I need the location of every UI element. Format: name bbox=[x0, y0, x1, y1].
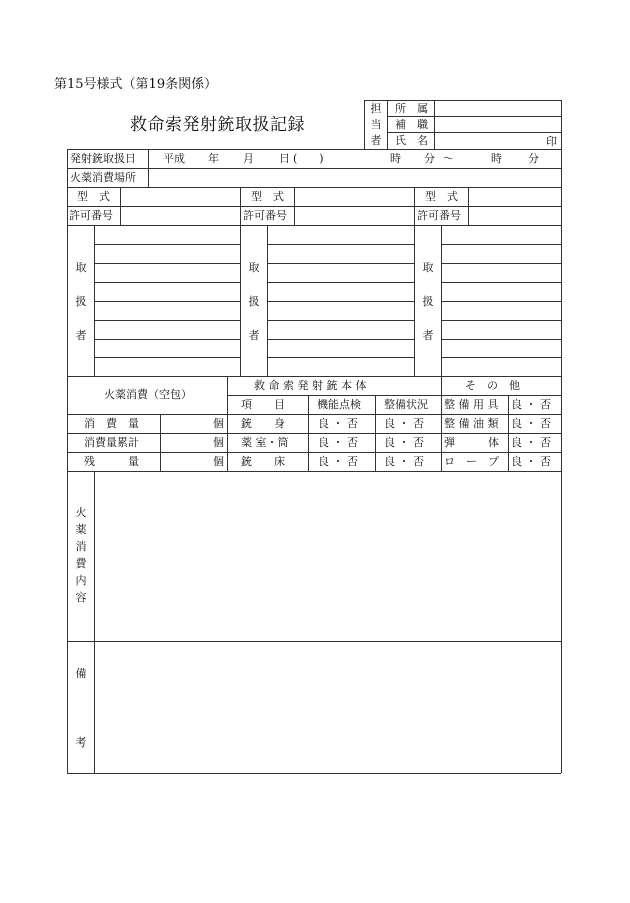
content-field[interactable] bbox=[96, 472, 560, 640]
handling-date-field[interactable] bbox=[150, 150, 560, 167]
model-label-2: 型 式 bbox=[251, 190, 284, 203]
model-field-2[interactable] bbox=[296, 188, 413, 205]
consumption-row-label: 消費量累計 bbox=[84, 436, 139, 449]
gun-row-item: 薬 室・筒 bbox=[241, 436, 289, 449]
model-label-1: 型 式 bbox=[77, 190, 110, 203]
consumption-total-field[interactable] bbox=[162, 434, 208, 451]
others-value-3: 良 ・ 否 bbox=[511, 436, 551, 449]
year-label: 年 bbox=[208, 152, 219, 165]
affiliation-field[interactable] bbox=[436, 101, 560, 115]
handling-date-label: 発射銃取扱日 bbox=[70, 152, 136, 165]
permit-label-1: 許可番号 bbox=[69, 209, 113, 222]
handler-char: 取 bbox=[75, 261, 87, 274]
handler-char: 者 bbox=[75, 329, 87, 342]
minute-end-label: 分 bbox=[528, 152, 539, 165]
handler-names-field-1[interactable] bbox=[96, 226, 239, 375]
gun-body-header: 救 命 索 発 射 銃 本 体 bbox=[254, 379, 367, 392]
permit-field-3[interactable] bbox=[470, 207, 560, 224]
handler-char: 扱 bbox=[75, 295, 87, 308]
weekday-paren: ( ) bbox=[293, 152, 324, 165]
permit-field-1[interactable] bbox=[122, 207, 239, 224]
gun-row-check: 良 ・ 否 bbox=[318, 417, 358, 430]
handler-char: 取 bbox=[422, 261, 434, 274]
model-field-3[interactable] bbox=[470, 188, 560, 205]
consumption-row-unit: 個 bbox=[213, 436, 224, 449]
consumption-row-unit: 個 bbox=[213, 417, 224, 430]
others-item-1: 整 備 用 具 bbox=[444, 398, 499, 411]
gun-col-status: 整備状況 bbox=[384, 398, 428, 411]
others-item-4: ロ ー プ bbox=[444, 455, 499, 468]
form-title: 救命索発射銃取扱記録 bbox=[130, 115, 305, 135]
handler-char: 取 bbox=[248, 261, 260, 274]
handler-char: 扱 bbox=[248, 295, 260, 308]
permit-field-2[interactable] bbox=[296, 207, 413, 224]
others-value-4: 良 ・ 否 bbox=[511, 455, 551, 468]
gun-col-item: 項 目 bbox=[241, 398, 285, 411]
consumption-row-label: 残 量 bbox=[84, 455, 139, 468]
position-field[interactable] bbox=[436, 117, 560, 131]
form-number: 第15号様式（第19条関係） bbox=[54, 77, 218, 92]
consumption-header: 火薬消費（空包） bbox=[104, 388, 192, 401]
content-char: 内 bbox=[75, 574, 87, 587]
gun-row-item: 銃 身 bbox=[241, 417, 285, 430]
responsible-char-2: 当 bbox=[370, 118, 382, 131]
content-char: 消 bbox=[75, 540, 87, 553]
model-label-3: 型 式 bbox=[425, 190, 458, 203]
gun-row-status: 良 ・ 否 bbox=[384, 417, 424, 430]
remarks-field[interactable] bbox=[96, 642, 560, 772]
others-header: そ の 他 bbox=[465, 379, 520, 392]
gun-row-check: 良 ・ 否 bbox=[318, 455, 358, 468]
era-label: 平成 bbox=[163, 152, 185, 165]
others-value-2: 良 ・ 否 bbox=[511, 417, 551, 430]
seal-mark: 印 bbox=[546, 135, 557, 148]
consumption-row-unit: 個 bbox=[213, 455, 224, 468]
place-label: 火薬消費場所 bbox=[70, 171, 136, 184]
name-field[interactable] bbox=[436, 133, 542, 148]
day-label: 日 bbox=[279, 152, 290, 165]
handler-names-field-2[interactable] bbox=[269, 226, 413, 375]
handler-char: 者 bbox=[248, 329, 260, 342]
gun-row-item: 銃 床 bbox=[241, 455, 285, 468]
permit-label-3: 許可番号 bbox=[417, 209, 461, 222]
affiliation-label: 所 属 bbox=[395, 102, 428, 115]
content-char: 費 bbox=[75, 557, 87, 570]
permit-label-2: 許可番号 bbox=[243, 209, 287, 222]
place-field[interactable] bbox=[150, 169, 560, 186]
gun-row-status: 良 ・ 否 bbox=[384, 436, 424, 449]
others-value-1: 良 ・ 否 bbox=[511, 398, 551, 411]
others-item-3: 弾 体 bbox=[444, 436, 499, 449]
hour-end-label: 時 bbox=[491, 152, 502, 165]
content-char: 火 bbox=[75, 506, 87, 519]
hour-label: 時 bbox=[390, 152, 401, 165]
handler-names-field-3[interactable] bbox=[443, 226, 560, 375]
responsible-char-1: 担 bbox=[370, 102, 382, 115]
content-char: 薬 bbox=[75, 523, 87, 536]
gun-col-check: 機能点検 bbox=[317, 398, 361, 411]
remarks-char: 備 bbox=[75, 667, 87, 680]
minute-label: 分 bbox=[424, 152, 435, 165]
handler-char: 者 bbox=[422, 329, 434, 342]
gun-row-status: 良 ・ 否 bbox=[384, 455, 424, 468]
consumption-row-label: 消 費 量 bbox=[84, 417, 139, 430]
responsible-char-3: 者 bbox=[370, 134, 382, 147]
handler-char: 扱 bbox=[422, 295, 434, 308]
gun-row-check: 良 ・ 否 bbox=[318, 436, 358, 449]
others-item-2: 整 備 油 類 bbox=[444, 417, 499, 430]
tilde-label: ～ bbox=[443, 152, 454, 165]
position-label: 補 職 bbox=[395, 118, 428, 131]
content-char: 容 bbox=[75, 591, 87, 604]
model-field-1[interactable] bbox=[122, 188, 239, 205]
name-label: 氏 名 bbox=[395, 134, 428, 147]
month-label: 月 bbox=[243, 152, 254, 165]
remarks-char: 考 bbox=[75, 736, 87, 749]
consumption-amount-field[interactable] bbox=[162, 415, 208, 432]
remaining-field[interactable] bbox=[162, 453, 208, 470]
